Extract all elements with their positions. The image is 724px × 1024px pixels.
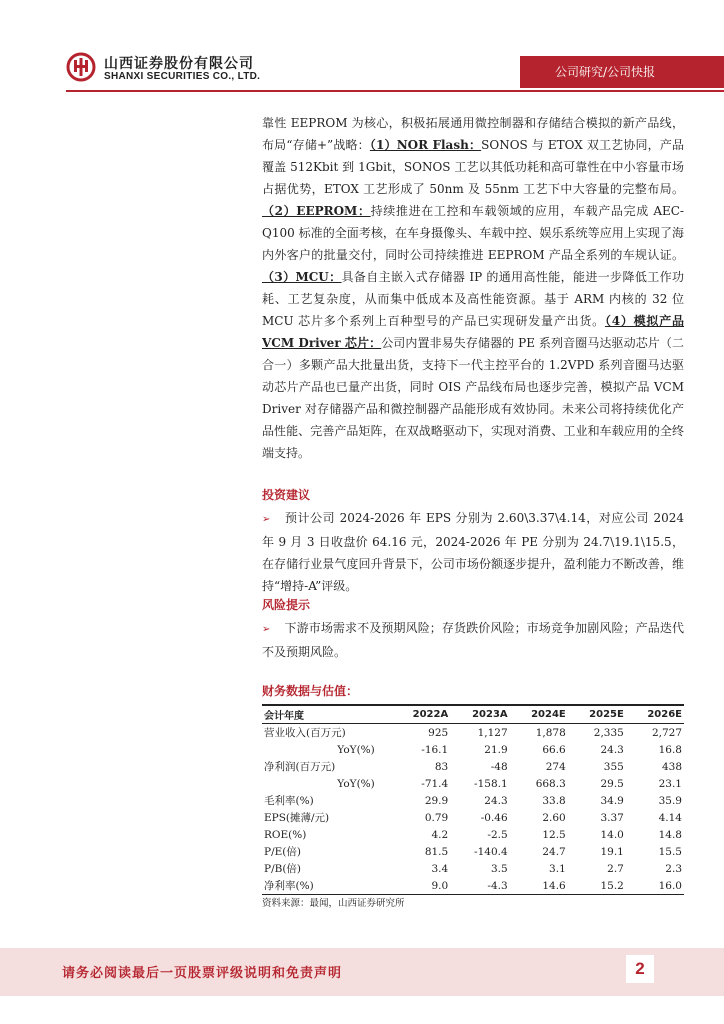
table-cell: 24.7 bbox=[542, 845, 566, 858]
table-cell: 81.5 bbox=[424, 845, 449, 858]
risk-bullet bbox=[262, 617, 684, 663]
table-row bbox=[262, 860, 684, 877]
table-cell: 14.0 bbox=[600, 828, 624, 841]
table-row bbox=[262, 877, 684, 895]
risk-text: 下游市场需求不及预期风险；存货跌价风险；市场竞争加剧风险；产品迭代不及预期风险。 bbox=[262, 621, 684, 659]
table-cell: 24.3 bbox=[484, 794, 508, 807]
table-cell: 16.8 bbox=[658, 743, 682, 756]
invest-advice-title: 投资建议 bbox=[262, 488, 311, 502]
page-number: 2 bbox=[626, 955, 654, 983]
company-name-en: SHANXI SECURITIES CO., LTD. bbox=[104, 71, 261, 82]
row-label: 营业收入(百万元) bbox=[264, 727, 346, 739]
table-cell: 3.4 bbox=[431, 862, 449, 875]
table-header-cell: 2025E bbox=[568, 705, 626, 724]
table-header-cell: 2023A bbox=[450, 705, 509, 724]
row-label: YoY(%) bbox=[337, 777, 375, 790]
table-cell: 0.79 bbox=[424, 811, 449, 824]
table-cell: -16.1 bbox=[421, 743, 449, 756]
header-divider bbox=[66, 90, 724, 92]
table-row bbox=[262, 758, 684, 775]
table-cell: 438 bbox=[661, 760, 682, 773]
table-cell: 33.8 bbox=[542, 794, 566, 807]
report-type-tag: 公司研究/公司快报 bbox=[555, 65, 656, 79]
table-cell: 1,127 bbox=[477, 726, 508, 739]
risk-title: 风险提示 bbox=[262, 598, 311, 612]
table-cell: 3.37 bbox=[600, 811, 624, 824]
bullet-arrow-icon: ➢ bbox=[262, 624, 271, 635]
table-cell: -48 bbox=[490, 760, 508, 773]
table-row bbox=[262, 741, 684, 758]
company-logo-icon bbox=[66, 52, 96, 82]
table-cell: 29.5 bbox=[600, 777, 624, 790]
bullet-arrow-icon: ➢ bbox=[262, 514, 271, 525]
highlight-eeprom: （2）EEPROM： bbox=[262, 204, 371, 218]
table-header-cell: 2022A bbox=[391, 705, 450, 724]
row-label: P/E(倍) bbox=[264, 846, 301, 858]
table-cell: -71.4 bbox=[421, 777, 449, 790]
row-label: 净利润(百万元) bbox=[264, 761, 336, 773]
table-cell: 668.3 bbox=[535, 777, 566, 790]
highlight-vcm-driver: （4）模拟产品 VCM Driver 芯片： bbox=[262, 314, 684, 350]
table-cell: -140.4 bbox=[474, 845, 508, 858]
table-header-cell: 会计年度 bbox=[262, 705, 391, 724]
table-cell: 2,727 bbox=[651, 726, 682, 739]
table-cell: 83 bbox=[434, 760, 449, 773]
body-text-2: SONOS 与 ETOX 双工艺协同，产品覆盖 512Kbit 到 1Gbit，SONOS 工艺以其低功耗和高可靠性在中小容量市场占据优势，ETOX 工艺形成了 50nm 及 55nm 工艺下中大容量的完整布局。 bbox=[262, 138, 684, 196]
data-source-note: 资料来源：最闻，山西证券研究所 bbox=[262, 898, 405, 909]
table-row bbox=[262, 792, 684, 809]
table-header-cell: 2024E bbox=[510, 705, 568, 724]
table-cell: 925 bbox=[428, 726, 449, 739]
table-row bbox=[262, 826, 684, 843]
table-cell: -158.1 bbox=[474, 777, 508, 790]
row-label: EPS(摊薄/元) bbox=[264, 812, 330, 824]
table-row bbox=[262, 843, 684, 860]
table-cell: 4.2 bbox=[431, 828, 449, 841]
table-cell: -2.5 bbox=[487, 828, 508, 841]
table-cell: 15.2 bbox=[568, 877, 626, 895]
table-cell: -4.3 bbox=[450, 877, 509, 895]
table-cell: 2.60 bbox=[542, 811, 566, 824]
company-name-cn: 山西证券股份有限公司 bbox=[104, 56, 254, 72]
table-cell: 2.3 bbox=[665, 862, 682, 875]
table-cell: 4.14 bbox=[658, 811, 682, 824]
body-paragraph bbox=[262, 112, 684, 464]
table-cell: 1,878 bbox=[535, 726, 566, 739]
row-label: ROE(%) bbox=[264, 828, 307, 841]
table-row bbox=[262, 775, 684, 792]
disclaimer-note: 请务必阅读最后一页股票评级说明和免责声明 bbox=[62, 966, 343, 981]
table-cell: 2.7 bbox=[607, 862, 624, 875]
table-cell: 2,335 bbox=[593, 726, 624, 739]
table-cell: 274 bbox=[545, 760, 566, 773]
table-header-row bbox=[262, 705, 684, 724]
body-text-5: 公司内置非易失存储器的 PE 系列音圈马达驱动芯片（二合一）多颗产品大批量出货，支持下一代主控平台的 1.2VPD 系列音圈马达驱动芯片产品也已量产出货，同时 OIS 产品线布局也逐步完善，模拟产品 VCM Driver 对存储器产品和微控制器产品能形成有效协同。未来公司将持续优化产品性能、完善产品矩阵，在双战略驱动下，实现对消费、工业和车载应用的全终端支持。 bbox=[262, 336, 684, 460]
table-cell: 21.9 bbox=[484, 743, 508, 756]
table-cell: 14.8 bbox=[658, 828, 682, 841]
invest-advice-text: 预计公司 2024-2026 年 EPS 分别为 2.60\3.37\4.14，对应公司 2024 年 9 月 3 日收盘价 64.16 元，2024-2026 年 PE 分别为 24.7\19.1\15.5，在存储行业景气度回升背景下，公司市场份额逐步提升，盈利能力不断改善，维持“增持-A”评级。 bbox=[262, 511, 684, 593]
table-cell: 34.9 bbox=[600, 794, 624, 807]
body-text-3: 持续推进在工控和车载领域的应用，车载产品完成 AEC-Q100 标准的全面考核，在车身摄像头、车载中控、娱乐系统等应用上实现了海内外客户的批量交付，同时公司持续推进 EEPROM 产品全系列的车规认证。 bbox=[262, 204, 684, 262]
table-cell: 3.1 bbox=[549, 862, 566, 875]
row-label: P/B(倍) bbox=[264, 863, 302, 875]
row-label: YoY(%) bbox=[337, 743, 375, 756]
page-header bbox=[0, 0, 724, 100]
table-row bbox=[262, 809, 684, 826]
table-row bbox=[262, 724, 684, 742]
row-label: 毛利率(%) bbox=[264, 795, 314, 807]
financial-table-title: 财务数据与估值： bbox=[262, 684, 359, 698]
table-cell: 12.5 bbox=[542, 828, 566, 841]
table-cell: 14.6 bbox=[510, 877, 568, 895]
table-cell: 19.1 bbox=[600, 845, 624, 858]
table-cell: 15.5 bbox=[658, 845, 682, 858]
table-cell: 16.0 bbox=[626, 877, 684, 895]
invest-advice-bullet bbox=[262, 507, 684, 597]
table-cell: 3.5 bbox=[490, 862, 508, 875]
body-text-1: 靠性 EEPROM 为核心，积极拓展通用微控制器和存储结合模拟的新产品线，布局“存储+”战略： bbox=[262, 116, 684, 152]
table-cell: 66.6 bbox=[542, 743, 566, 756]
table-cell: 24.3 bbox=[600, 743, 624, 756]
table-cell: 35.9 bbox=[658, 794, 682, 807]
table-cell: -0.46 bbox=[480, 811, 508, 824]
table-cell: 355 bbox=[603, 760, 624, 773]
table-cell: 29.9 bbox=[424, 794, 449, 807]
body-text-4: 具备自主嵌入式存储器 IP 的通用高性能，能进一步降低工作功耗、工艺复杂度，从而集中低成本及高性能资源。基于 ARM 内核的 32 位 MCU 芯片多个系列上百种型号的产品已实现研发量产出货。 bbox=[262, 270, 684, 328]
highlight-mcu: （3）MCU： bbox=[262, 270, 342, 284]
row-label: 净利率(%) bbox=[262, 877, 391, 895]
financial-table bbox=[262, 704, 684, 895]
table-header-cell: 2026E bbox=[626, 705, 684, 724]
highlight-nor-flash: （1）NOR Flash： bbox=[369, 138, 482, 152]
table-cell: 9.0 bbox=[391, 877, 450, 895]
table-cell: 23.1 bbox=[658, 777, 682, 790]
